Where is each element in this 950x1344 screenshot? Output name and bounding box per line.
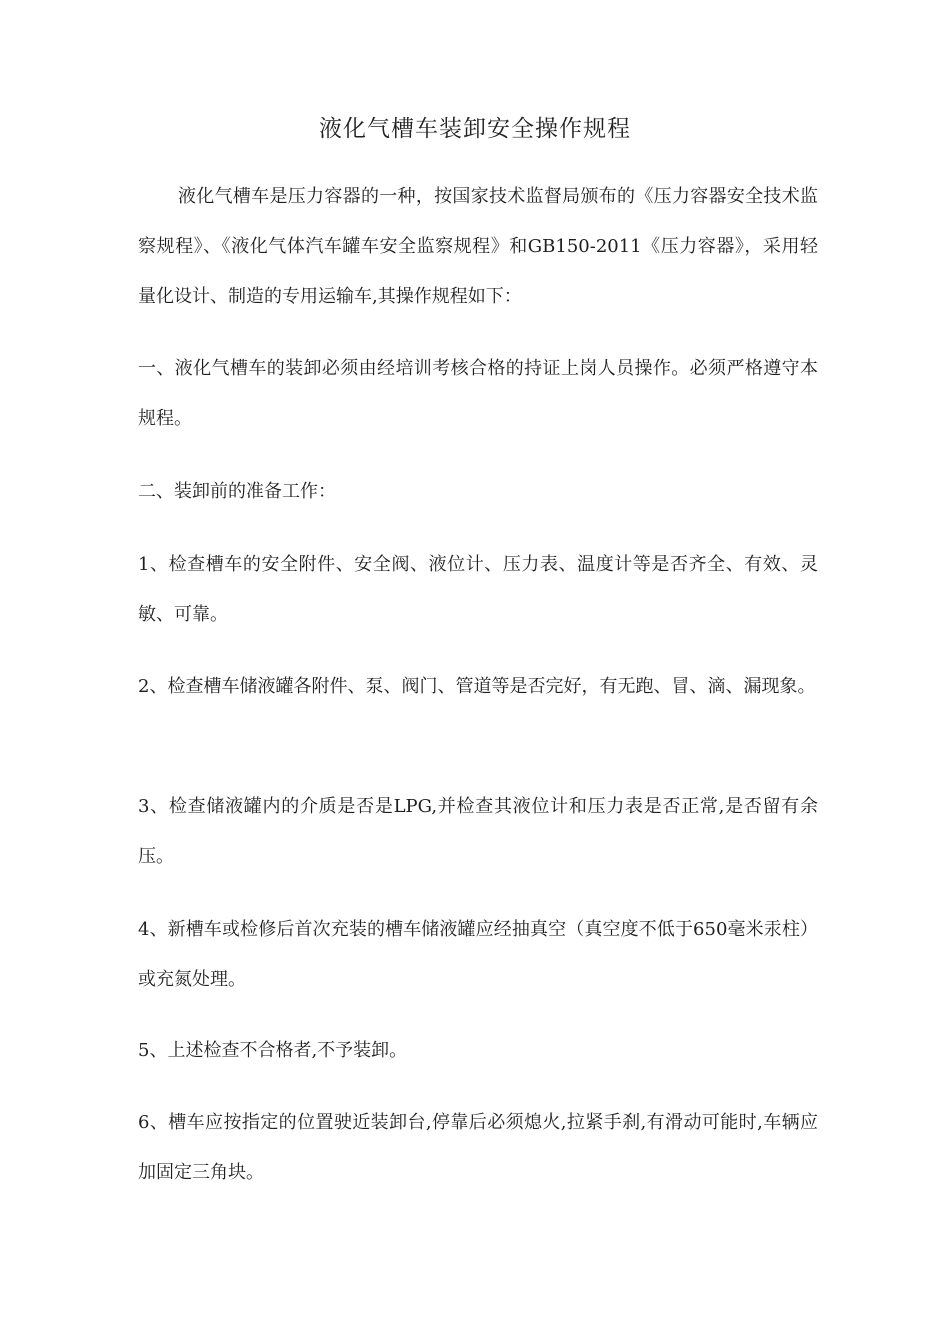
list-item: 3、检查储液罐内的介质是否是LPG,并检查其液位计和压力表是否正常,是否留有余压。 xyxy=(138,796,818,867)
document-title: 液化气槽车装卸安全操作规程 xyxy=(319,116,631,142)
list-item: 2、检查槽车储液罐各附件、泵、阀门、管道等是否完好，有无跑、冒、滴、漏现象。 xyxy=(138,676,816,697)
list-item: 5、上述检查不合格者,不予装卸。 xyxy=(138,1040,408,1061)
section-2-heading: 二、装卸前的准备工作： xyxy=(138,481,336,502)
list-item: 4、新槽车或检修后首次充装的槽车储液罐应经抽真空（真空度不低于650毫米汞柱）或充氮处理。 xyxy=(138,919,818,990)
list-item: 1、检查槽车的安全附件、安全阀、液位计、压力表、温度计等是否齐全、有效、灵敏、可靠。 xyxy=(138,554,818,625)
intro-paragraph: 液化气槽车是压力容器的一种，按国家技术监督局颁布的《压力容器安全技术监察规程》、《液化气体汽车罐车安全监察规程》和GB150-2011《压力容器》，采用轻量化设计、制造的专用运输车,其操作规程如下： xyxy=(138,186,818,307)
section-1-paragraph: 一、液化气槽车的装卸必须由经培训考核合格的持证上岗人员操作。必须严格遵守本规程。 xyxy=(138,358,818,429)
list-item: 6、槽车应按指定的位置驶近装卸台,停靠后必须熄火,拉紧手刹,有滑动可能时,车辆应加固定三角块。 xyxy=(138,1112,818,1183)
